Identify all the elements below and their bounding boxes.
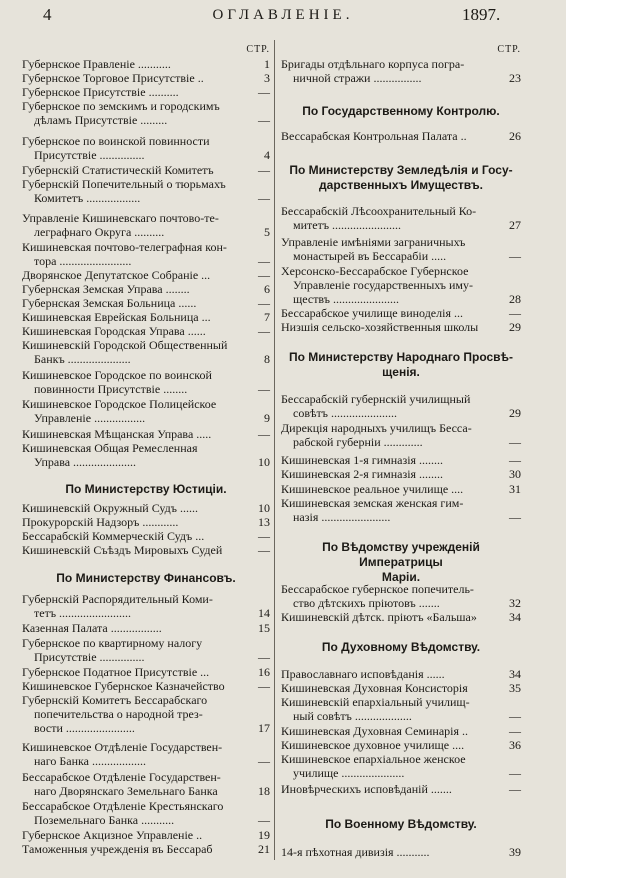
toc-entry-page: 36 — [509, 738, 521, 752]
toc-entry-text: Кишиневская 1-я гимназiя ........ — [281, 453, 444, 467]
toc-entry-page: 18 — [258, 784, 270, 798]
toc-entry-text: Управленiе ................. — [34, 411, 146, 425]
toc-entry-page: 4 — [264, 148, 270, 162]
toc-entry — [281, 752, 521, 780]
toc-entry-page: — — [509, 724, 521, 738]
section-heading: По Министерству Народнаго Просвѣ- щенiя. — [289, 350, 513, 379]
toc-entry-text: Комитетъ .................. — [34, 191, 141, 205]
toc-entry-text: Дворянское Депутатское Собранiе ... — [22, 268, 211, 282]
toc-entry-text: Кишиневская земская женская гим- — [281, 496, 464, 510]
toc-entry-text: Прокурорскiй Надзоръ ............ — [22, 515, 179, 529]
toc-entry-page: — — [258, 113, 270, 127]
toc-entry-text: вости ....................... — [34, 721, 135, 735]
toc-entry-text: Губернское Акцизное Управленiе .. — [22, 828, 203, 842]
toc-entry-text: повинности Присутствiе ........ — [34, 382, 188, 396]
toc-entry-text: Кишиневское Губернское Казначейство — [22, 679, 225, 693]
toc-entry-page: 19 — [258, 828, 270, 842]
toc-entry-text: Банкъ ..................... — [34, 352, 131, 366]
toc-entry — [281, 482, 521, 496]
toc-entry-page: 23 — [509, 71, 521, 85]
toc-entry-text: Бессарабское Отдѣленiе Государствен- — [22, 770, 221, 784]
toc-entry-text: ничной стражи ................ — [293, 71, 422, 85]
page-title: ОГЛАВЛЕНIЕ. — [212, 7, 354, 23]
toc-entry-page: 10 — [258, 501, 270, 515]
toc-entry-page: — — [258, 191, 270, 205]
toc-entry-text: Кишиневская Мѣщанская Управа ..... — [22, 427, 212, 441]
toc-entry-text: Губернское Торговое Присутствiе .. — [22, 71, 204, 85]
toc-entry — [22, 621, 270, 635]
section-heading: По Государственному Контролю. — [302, 104, 500, 118]
toc-entry — [22, 324, 270, 338]
toc-entry — [22, 693, 270, 735]
toc-entry-page: — — [258, 85, 270, 99]
toc-entry-text: Губернское по воинской повинности — [22, 134, 210, 148]
toc-entry-page: — — [258, 382, 270, 396]
toc-entry-page: — — [258, 529, 270, 543]
toc-entry-text: Бессарабское Отдѣленiе Крестьянскаго — [22, 799, 224, 813]
toc-entry-page: — — [509, 766, 521, 780]
toc-entry — [22, 368, 270, 396]
section-heading: По Министерству Юстицiи. — [65, 482, 227, 496]
toc-entry-text: Управленiе государственныхъ иму- — [293, 278, 474, 292]
toc-entry-text: Управленiе имѣнiями заграничныхъ — [281, 235, 466, 249]
toc-entry-page: — — [509, 782, 521, 796]
toc-entry-text: Кишиневскiй дѣтск. прiютъ «Бальша» — [281, 610, 477, 624]
toc-entry-text: 14-я пѣхотная дивизiя ........... — [281, 845, 430, 859]
toc-entry-text: Бессарабское училище виноделiя ... — [281, 306, 463, 320]
toc-entry-text: Кишиневская Духовная Семинарiя .. — [281, 724, 469, 738]
toc-entry — [22, 268, 270, 282]
toc-entry — [281, 264, 521, 306]
toc-entry-page: — — [258, 163, 270, 177]
toc-entry-page: 8 — [264, 352, 270, 366]
toc-entry-page: 27 — [509, 218, 521, 232]
toc-entry-text: училище ..................... — [293, 766, 405, 780]
toc-entry — [281, 235, 521, 263]
toc-entry-text: наго Банка .................. — [34, 754, 146, 768]
toc-entry-page: 7 — [264, 310, 270, 324]
toc-entry — [281, 453, 521, 467]
toc-entry-text: Бригады отдѣльнаго корпуса погра- — [281, 57, 465, 71]
toc-entry-text: Дирекцiя народныхъ училищъ Бесса- — [281, 421, 472, 435]
toc-entry-text: совѣтъ ...................... — [293, 406, 397, 420]
toc-entry-page: — — [509, 709, 521, 723]
toc-entry-page: — — [509, 249, 521, 263]
toc-entry — [281, 421, 521, 449]
toc-entry-page: 39 — [509, 845, 521, 859]
toc-entry-page: 32 — [509, 596, 521, 610]
toc-entry — [22, 163, 270, 177]
toc-entry — [22, 665, 270, 679]
toc-entry-text: ществъ ...................... — [293, 292, 400, 306]
toc-entry-page: 35 — [509, 681, 521, 695]
toc-entry-page: — — [509, 510, 521, 524]
toc-entry-page: 30 — [509, 467, 521, 481]
toc-entry-page: 15 — [258, 621, 270, 635]
toc-entry — [281, 782, 521, 796]
toc-entry — [22, 282, 270, 296]
toc-entry-text: Губернское Податное Присутствiе ... — [22, 665, 210, 679]
toc-entry-page: — — [258, 754, 270, 768]
toc-entry — [281, 738, 521, 752]
toc-entry-text: Вессарабская Контрольная Палата .. — [281, 129, 467, 143]
toc-entry-text: Православнаго исповѣданiя ...... — [281, 667, 445, 681]
toc-entry-page: 21 — [258, 842, 270, 856]
year: 1897. — [462, 5, 501, 24]
toc-entry — [281, 204, 521, 232]
toc-entry-page: — — [258, 268, 270, 282]
toc-entry-page: 29 — [509, 320, 521, 334]
toc-entry-page: 14 — [258, 606, 270, 620]
toc-entry — [22, 842, 270, 856]
page-column-head: СТР. — [497, 44, 521, 55]
toc-entry — [22, 679, 270, 693]
toc-entry-text: Кишиневская Еврейская Больница ... — [22, 310, 211, 324]
toc-entry-text: тетъ ........................ — [34, 606, 132, 620]
toc-entry-page: 31 — [509, 482, 521, 496]
toc-entry — [281, 306, 521, 320]
toc-entry-text: Губернскiй Статистическiй Комитетъ — [22, 163, 214, 177]
toc-entry-page: — — [258, 296, 270, 310]
toc-entry-text: Кишиневскiй Съѣздъ Мировыхъ Судей — [22, 543, 223, 557]
toc-entry-page: — — [258, 254, 270, 268]
toc-entry-text: Губернскiй Распорядительный Коми- — [22, 592, 213, 606]
toc-entry — [281, 392, 521, 420]
toc-entry-page: 17 — [258, 721, 270, 735]
toc-entry-text: Кишиневское Городское Полицейское — [22, 397, 217, 411]
toc-entry-page: — — [258, 324, 270, 338]
section-heading: По Духовному Вѣдомству. — [321, 640, 481, 654]
toc-entry — [281, 320, 521, 334]
toc-entry — [281, 845, 521, 859]
toc-entry — [22, 441, 270, 469]
toc-entry-text: Бессарабское губернское попечитель- — [281, 582, 474, 596]
toc-entry — [281, 582, 521, 610]
toc-entry-page: 28 — [509, 292, 521, 306]
toc-entry — [22, 57, 270, 71]
toc-entry-text: наго Дворянскаго Земельнаго Банка — [34, 784, 218, 798]
toc-entry — [281, 724, 521, 738]
toc-entry — [22, 770, 270, 798]
toc-entry-page: 26 — [509, 129, 521, 143]
toc-entry — [22, 828, 270, 842]
toc-entry — [281, 129, 521, 143]
toc-entry — [22, 636, 270, 664]
toc-entry-text: Губернское Правленiе ........... — [22, 57, 171, 71]
section-heading: По Военному Вѣдомству. — [325, 817, 477, 831]
toc-entry — [22, 296, 270, 310]
toc-entry — [281, 667, 521, 681]
toc-entry-page: — — [509, 453, 521, 467]
toc-entry-page: 5 — [264, 225, 270, 239]
toc-entry-text: леграфнаго Округа .......... — [34, 225, 165, 239]
toc-entry-text: попечительства о народной трез- — [34, 707, 203, 721]
toc-entry-text: монастырей въ Бессарабiи ..... — [293, 249, 447, 263]
toc-entry-text: Губернское по земскимъ и городскимъ — [22, 99, 220, 113]
toc-entry-text: Управленiе Кишиневскаго почтово-те- — [22, 211, 219, 225]
toc-entry — [22, 397, 270, 425]
toc-entry-text: Кишиневская Городская Управа ...... — [22, 324, 206, 338]
toc-entry-page: 13 — [258, 515, 270, 529]
toc-entry-page: 1 — [264, 57, 270, 71]
toc-entry-page: 3 — [264, 71, 270, 85]
toc-entry — [22, 338, 270, 366]
toc-entry — [281, 467, 521, 481]
toc-entry-page: — — [258, 427, 270, 441]
section-heading: По Министерству Земледѣлiя и Госу- дарственныхъ Имуществъ. — [289, 163, 513, 192]
toc-entry-text: Губернскiй Комитетъ Бессарабскаго — [22, 693, 208, 707]
toc-entry — [22, 71, 270, 85]
toc-entry-text: Губернское Присутствiе .......... — [22, 85, 179, 99]
toc-entry-page: 16 — [258, 665, 270, 679]
toc-entry-page: 6 — [264, 282, 270, 296]
toc-entry-text: Кишиневская Общая Ремесленная — [22, 441, 198, 455]
toc-entry — [281, 695, 521, 723]
toc-entry-text: Кишиневское реальное училище .... — [281, 482, 464, 496]
section-heading: По Министерству Финансовъ. — [56, 571, 236, 585]
toc-entry-text: Кишиневское епархiальное женское — [281, 752, 466, 766]
toc-entry — [22, 99, 270, 127]
toc-entry — [22, 592, 270, 620]
toc-entry-text: Губернское по квартирному налогу — [22, 636, 203, 650]
toc-entry-text: Бессарабскiй Коммерческiй Судъ ... — [22, 529, 205, 543]
toc-entry — [281, 610, 521, 624]
toc-entry-text: Присутствiе ............... — [34, 650, 145, 664]
toc-entry-text: тора ........................ — [34, 254, 132, 268]
toc-entry — [22, 799, 270, 827]
toc-entry — [22, 177, 270, 205]
toc-entry-page: — — [258, 650, 270, 664]
toc-entry-text: Кишиневскiй Окружный Судъ ...... — [22, 501, 198, 515]
toc-entry-page: 29 — [509, 406, 521, 420]
toc-entry-page: 34 — [509, 610, 521, 624]
toc-entry — [22, 427, 270, 441]
toc-entry-text: ство дѣтскихъ прiютовъ ....... — [293, 596, 440, 610]
toc-entry-text: назiя ....................... — [293, 510, 391, 524]
toc-entry-text: Иновѣрческихъ исповѣданiй ....... — [281, 782, 452, 796]
toc-entry-page: 10 — [258, 455, 270, 469]
toc-entry-text: Управа ..................... — [34, 455, 137, 469]
toc-entry — [22, 515, 270, 529]
page-number: 4 — [43, 5, 52, 24]
toc-entry-text: Казенная Палата ................. — [22, 621, 162, 635]
toc-entry — [22, 740, 270, 768]
toc-entry-text: Низшiя сельско-хозяйственныя школы — [281, 320, 479, 334]
toc-entry-text: Таможенныя учрежденiя въ Бессараб — [22, 842, 213, 856]
toc-entry-page: — — [258, 813, 270, 827]
toc-entry — [22, 134, 270, 162]
column-divider — [274, 40, 275, 860]
toc-entry-text: Херсонско-Бессарабское Губернское — [281, 264, 469, 278]
toc-entry-text: Кишиневскiй епархiальный училищ- — [281, 695, 470, 709]
toc-entry-text: Губернскiй Попечительный о тюрьмахъ — [22, 177, 226, 191]
toc-entry — [22, 240, 270, 268]
toc-entry — [281, 57, 521, 85]
toc-entry — [22, 85, 270, 99]
toc-entry-page: — — [258, 679, 270, 693]
toc-entry-text: Кишиневское Отдѣленiе Государствен- — [22, 740, 223, 754]
toc-entry-text: Губернская Земская Больница ...... — [22, 296, 197, 310]
toc-entry-page: 9 — [264, 411, 270, 425]
toc-entry-text: рабской губернiи ............. — [293, 435, 423, 449]
toc-entry — [281, 496, 521, 524]
toc-entry — [22, 310, 270, 324]
toc-entry-text: Бессарабскiй Лѣсоохранительный Ко- — [281, 204, 477, 218]
toc-entry — [281, 681, 521, 695]
toc-entry-page: 34 — [509, 667, 521, 681]
toc-entry-text: Кишиневская Духовная Консисторiя — [281, 681, 468, 695]
toc-entry — [22, 543, 270, 557]
toc-entry — [22, 211, 270, 239]
toc-entry-page: — — [509, 435, 521, 449]
toc-entry-page: — — [258, 543, 270, 557]
page-column-head: СТР. — [246, 44, 270, 55]
toc-entry-text: Кишиневское духовное училище .... — [281, 738, 465, 752]
toc-entry-text: Кишиневская 2-я гимназiя ........ — [281, 467, 444, 481]
toc-entry — [22, 501, 270, 515]
toc-entry-text: Присутствiе ............... — [34, 148, 145, 162]
toc-entry-text: Кишиневскiй Городской Общественный — [22, 338, 228, 352]
toc-entry-text: Кишиневское Городское по воинской — [22, 368, 212, 382]
toc-entry-text: Кишиневская почтово-телеграфная кон- — [22, 240, 227, 254]
toc-entry-text: Поземельнаго Банка ........... — [34, 813, 175, 827]
toc-entry-text: дѣламъ Присутствiе ......... — [34, 113, 168, 127]
toc-entry-text: Бессарабскiй губернскiй училищный — [281, 392, 471, 406]
toc-entry-text: митетъ ....................... — [293, 218, 402, 232]
section-heading: По Вѣдомству учрежденiй Императрицы Марiи. — [322, 540, 480, 584]
toc-entry-text: Губернская Земская Управа ........ — [22, 282, 190, 296]
toc-entry-text: ный совѣтъ ................... — [293, 709, 412, 723]
toc-entry-page: — — [509, 306, 521, 320]
toc-entry — [22, 529, 270, 543]
